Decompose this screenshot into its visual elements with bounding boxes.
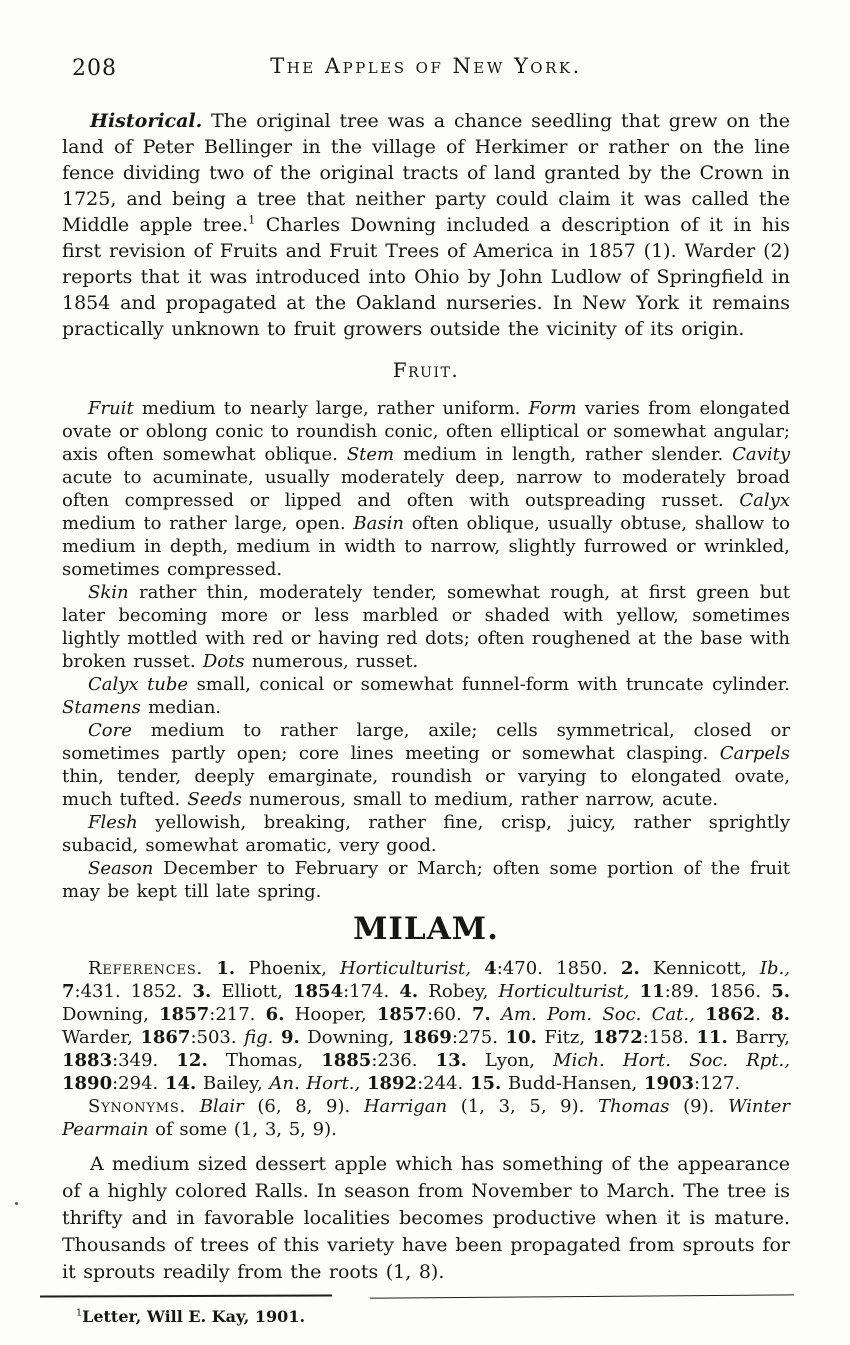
core-paragraph: Core medium to rather large, axile; cells symmetrical, closed or sometimes partly open; core lines meeting or somewhat clasping. Carpels thin, tender, deeply emarginate, roundish or varying to elongated ovate, much tufted. Seeds numerous, small to medium, rather narrow, acute. — [62, 720, 790, 810]
season-paragraph: Season December to February or March; often some portion of the fruit may be kept till late spring. — [62, 858, 790, 902]
footnote: $^1$Letter, Will E. Kay, 1901. — [76, 1307, 306, 1326]
fruit-description-section — [62, 397, 790, 903]
fruit-form-paragraph: Fruit medium to nearly large, rather uniform. Form varies from elongated ovate or oblong conic to roundish conic, often elliptical or somewhat angular; axis often somewhat oblique. Stem medium in length, rather slender. Cavity acute to acuminate, usually moderately deep, narrow to moderately broad often compressed or lipped and often with outspreading russet. Calyx medium to rather large, open. Basin often oblique, usually obtuse, shallow to medium in depth, medium in width to narrow, slightly furrowed or wrinkled, sometimes compressed. — [62, 398, 790, 580]
references-paragraph: References. 1. Phoenix, Horticulturist, 4:470. 1850. 2. Kennicott, Ib., 7:431. 1852. 3. Elliott, 1854:174. 4. Robey, Horticulturist, 11:89. 1856. 5. Downing, 1857:217. 6. Hooper, 1857:60. 7. Am. Pom. Soc. Cat., 1862. 8. Warder, 1867:503. fig. 9. Downing, 1869:275. 10. Fitz, 1872:158. 11. Barry, 1883:349. 12. Thomas, 1885:236. 13. Lyon, Mich. Hort. Soc. Rpt., 1890:294. 14. Bailey, An. Hort., 1892:244. 15. Budd-Hansen, 1903:127. — [62, 958, 791, 1094]
historical-paragraph: Historical. The original tree was a chance seedling that grew on the land of Peter Bellinger in the village of Herkimer or rather on the line fence dividing two of the original tracts of land granted by the Crown in 1725, and being a tree that neither party could claim it was called the Middle apple tree.$^1$ Charles Downing included a description of it in his first revision of Fruits and Fruit Trees of America in 1857 (1). Warder (2) reports that it was introduced into Ohio by John Ludlow of Springfield in 1854 and propagated at the Oakland nurseries. In New York it remains practically unknown to fruit growers outside the vicinity of its origin. — [62, 110, 790, 340]
milam-heading: MILAM. — [353, 911, 499, 947]
footnote-rule — [62, 1292, 790, 1300]
page-number: 208 — [72, 56, 117, 81]
footnote-rule-right-segment — [370, 1294, 794, 1298]
footnote-rule-left-segment — [40, 1294, 332, 1297]
milam-section — [62, 957, 790, 1286]
fruit-section-heading: Fruit. — [392, 358, 460, 382]
synonyms-paragraph: Synonyms. Blair (6, 8, 9). Harrigan (1, 3, 5, 9). Thomas (9). Winter Pearmain of some (1, 3, 5, 9). — [62, 1096, 790, 1140]
flesh-paragraph: Flesh yellowish, breaking, rather fine, crisp, juicy, rather sprightly subacid, somewhat aromatic, very good. — [62, 812, 790, 856]
running-title: The Apples of New York. — [270, 54, 582, 78]
scan-speck-artifact — [15, 1202, 18, 1205]
page-header — [62, 54, 790, 84]
closing-paragraph: A medium sized dessert apple which has something of the appearance of a highly colored Ralls. In season from November to March. The tree is thrifty and in favorable localities becomes productive when it is mature. Thousands of trees of this variety have been propagated from sprouts for it sprouts readily from the roots (1, 8). — [62, 1153, 790, 1283]
skin-paragraph: Skin rather thin, moderately tender, somewhat rough, at first green but later becoming more or less marbled or shaded with yellow, sometimes lightly mottled with red or having red dots; often roughened at the base with broken russet. Dots numerous, russet. — [62, 582, 790, 672]
calyx-tube-paragraph: Calyx tube small, conical or somewhat funnel-form with truncate cylinder. Stamens median. — [62, 674, 790, 718]
